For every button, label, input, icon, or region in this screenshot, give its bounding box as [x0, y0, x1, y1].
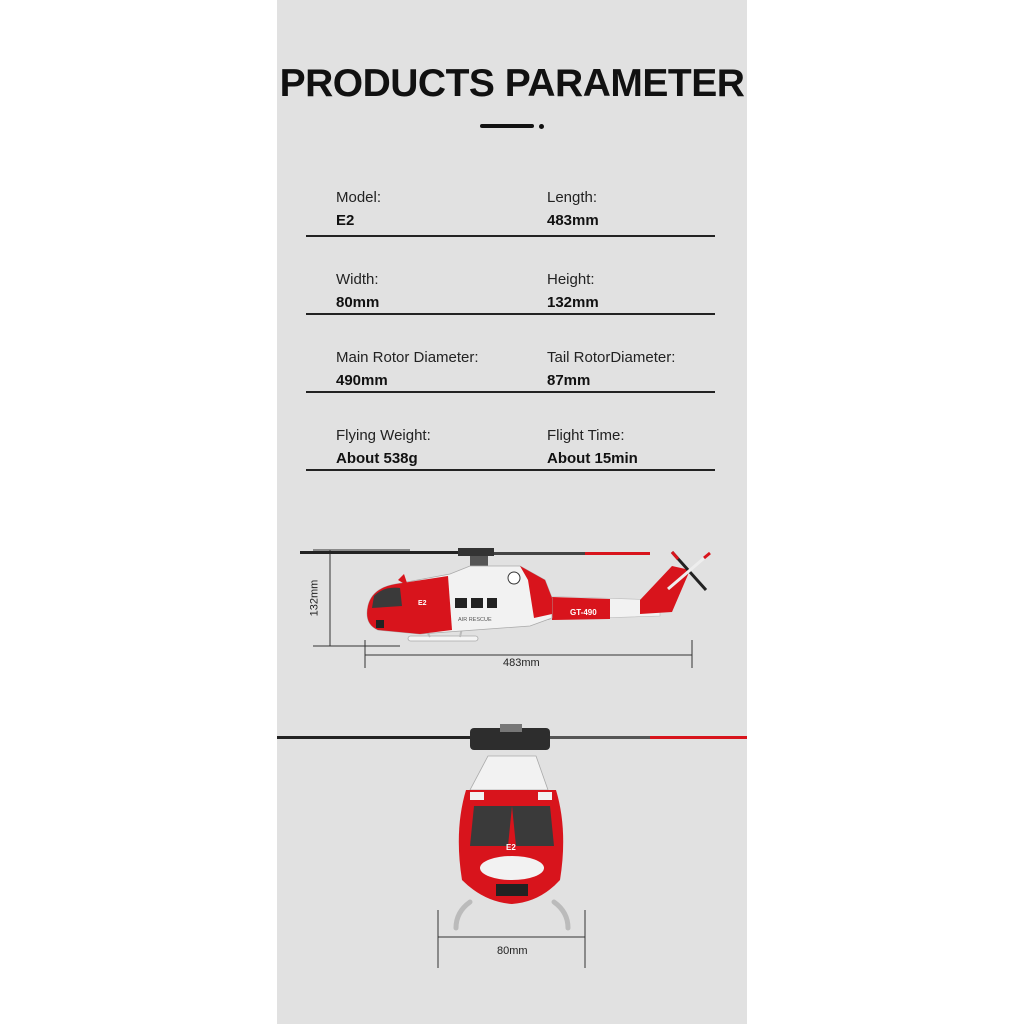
spec-value-weight: About 538g	[336, 450, 418, 467]
spec-value-flight-time: About 15min	[547, 450, 638, 467]
side-nose-text: E2	[418, 600, 427, 607]
front-dimension-lines	[438, 910, 585, 968]
front-nose-text: E2	[506, 843, 516, 852]
spec-value-width: 80mm	[336, 294, 380, 311]
spec-value-tail-rotor: 87mm	[547, 372, 591, 389]
side-tail-fin	[640, 566, 690, 614]
side-fuselage	[367, 566, 552, 634]
spec-label-flight-time: Flight Time:	[547, 427, 625, 444]
spec-value-main-rotor: 490mm	[336, 372, 388, 389]
spec-label-height: Height:	[547, 271, 595, 288]
front-fuselage	[459, 756, 563, 904]
side-length-label: 483mm	[503, 657, 540, 669]
spec-label-model: Model:	[336, 189, 382, 206]
side-door-text: AIR RESCUE	[458, 617, 492, 623]
spec-label-width: Width:	[336, 271, 379, 288]
spec-label-tail-rotor: Tail RotorDiameter:	[547, 349, 676, 366]
page-title: PRODUCTS PARAMETER	[279, 62, 745, 105]
spec-label-weight: Flying Weight:	[336, 427, 431, 444]
front-landing-skids	[456, 902, 568, 928]
front-width-label: 80mm	[497, 945, 528, 957]
spec-value-height: 132mm	[547, 294, 599, 311]
spec-label-length: Length:	[547, 189, 598, 206]
front-main-rotor	[277, 724, 747, 750]
spec-value-model: E2	[336, 212, 355, 229]
side-height-label: 132mm	[308, 579, 321, 617]
side-tail-text: GT-490	[570, 608, 597, 617]
spec-label-main-rotor: Main Rotor Diameter:	[336, 349, 479, 366]
spec-value-length: 483mm	[547, 212, 599, 229]
